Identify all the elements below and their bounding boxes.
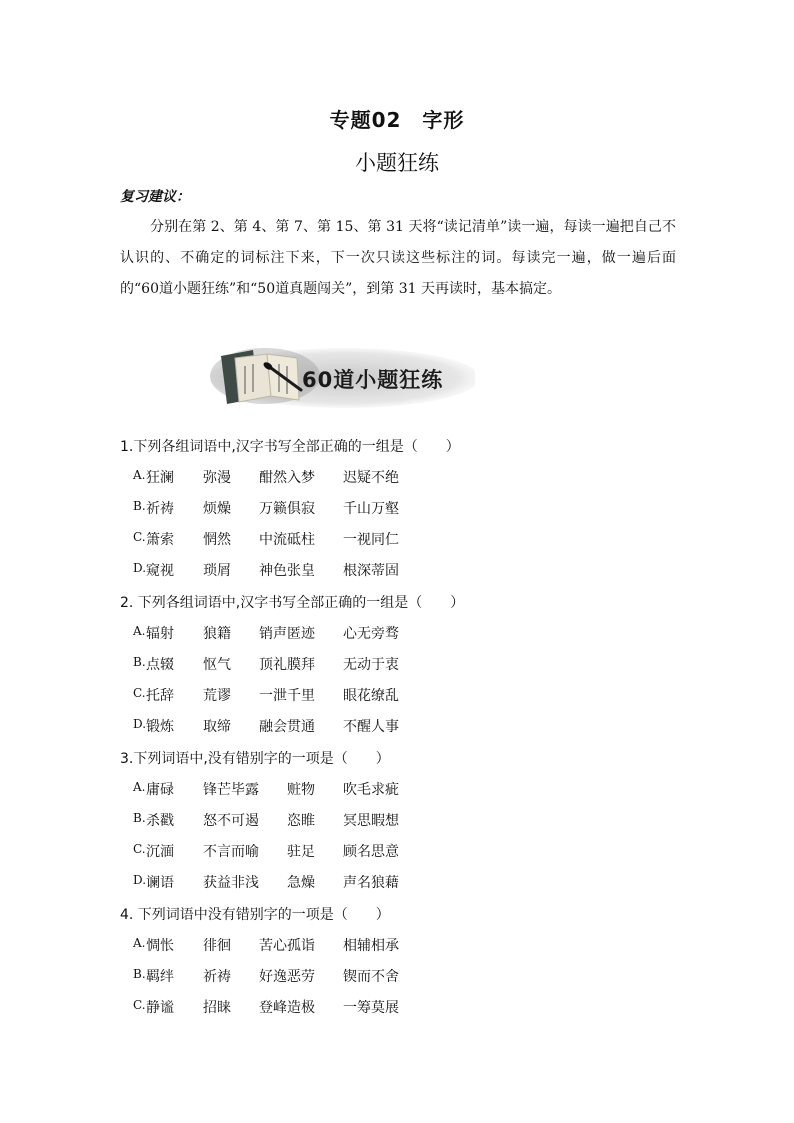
option-word: 杀戳 [146,813,174,829]
option-word: 顶礼膜拜 [259,657,315,673]
question-stem: 3.下列词语中,没有错别字的一项是（ ） [120,751,390,767]
option-word: 静谧 [146,1000,174,1016]
option-word: 获益非浅 [203,875,259,891]
option-letter: D. [133,717,147,731]
option-word: 不言而喻 [203,844,259,860]
option-word: 神色张皇 [259,563,315,579]
question-stem: 2. 下列各组词语中,汉字书写全部正确的一组是（ ） [120,595,465,611]
document-subtitle: 小题狂练 [355,151,439,175]
option-letter: A. [133,468,146,482]
option-word: 惆怅 [146,938,174,954]
advice-heading: 复习建议： [120,189,190,205]
option-word: 点辍 [146,657,174,673]
option-word: 不醒人事 [343,719,399,735]
option-word: 锻炼 [146,719,174,735]
option-letter: A. [133,780,146,794]
option-word: 庸碌 [146,782,174,798]
option-word: 烦燥 [203,501,231,517]
option-word: 声名狼藉 [343,875,399,891]
option-letter: B. [133,967,146,981]
option-word: 万籁俱寂 [259,501,315,517]
option-word: 苦心孤诣 [259,938,315,954]
option-word: 锋芒毕露 [203,782,259,798]
option-word: 一视同仁 [343,532,399,548]
option-word: 祈祷 [146,501,174,517]
option-word: 取缔 [203,719,231,735]
option-word: 锲而不舍 [343,969,399,985]
option-letter: C. [133,998,146,1012]
option-word: 千山万壑 [343,501,399,517]
option-word: 恣睢 [287,813,315,829]
section-banner-title: 60道小题狂练 [302,368,444,392]
option-letter: B. [133,499,146,513]
option-word: 登峰造极 [259,1000,315,1016]
option-letter: D. [133,561,147,575]
option-word: 顾名思意 [343,844,399,860]
option-word: 招睐 [203,1000,231,1016]
option-letter: C. [133,686,146,700]
advice-paragraph: 分别在第 2、第 4、第 7、第 15、第 31 天将“读记清单”读一遍，每读一遍把自己不认识的、不确定的词标注下来，下一次只读这些标注的词。每读完一遍，做一遍后面的“60道小题狂练”和“50道真题闯关”，到第 31 天再读时，基本搞定。 [120,219,676,297]
option-word: 弥漫 [203,470,231,486]
option-letter: A. [133,624,146,638]
option-word: 迟疑不绝 [343,470,399,486]
option-word: 谰语 [146,875,174,891]
option-word: 窥视 [146,563,174,579]
option-word: 相辅相承 [343,938,399,954]
option-word: 沉湎 [146,844,174,860]
option-word: 无动于衷 [343,657,399,673]
option-word: 荒谬 [203,688,231,704]
option-letter: C. [133,530,146,544]
option-word: 一筹莫展 [343,1000,399,1016]
option-word: 狂澜 [146,470,174,486]
option-word: 狼籍 [203,626,231,642]
option-word: 怄气 [203,657,231,673]
option-word: 酣然入梦 [259,470,315,486]
option-word: 中流砥柱 [259,532,315,548]
option-word: 一泄千里 [259,688,315,704]
option-word: 惘然 [203,532,231,548]
option-word: 辐射 [146,626,174,642]
option-word: 箫索 [146,532,174,548]
option-letter: C. [133,842,146,856]
option-letter: A. [133,936,146,950]
option-word: 赃物 [287,782,315,798]
option-word: 销声匿迹 [259,626,315,642]
option-letter: B. [133,811,146,825]
option-word: 祈祷 [203,969,231,985]
option-word: 心无旁骛 [343,626,399,642]
option-word: 好逸恶劳 [259,969,315,985]
option-word: 根深蒂固 [343,563,399,579]
document-title: 专题02 字形 [329,108,465,132]
option-word: 徘徊 [203,938,231,954]
option-word: 吹毛求疵 [343,782,399,798]
option-word: 羁绊 [146,969,174,985]
option-word: 驻足 [287,844,315,860]
option-word: 眼花缭乱 [343,688,399,704]
question-stem: 1.下列各组词语中,汉字书写全部正确的一组是（ ） [120,439,460,455]
option-word: 琐屑 [203,563,231,579]
option-word: 托辞 [146,688,174,704]
option-word: 融会贯通 [259,719,315,735]
option-word: 急燥 [287,875,315,891]
option-word: 怒不可遏 [203,813,259,829]
option-word: 冥思暇想 [343,813,399,829]
option-letter: B. [133,655,146,669]
question-stem: 4. 下列词语中没有错别字的一项是（ ） [120,907,390,923]
option-letter: D. [133,873,147,887]
